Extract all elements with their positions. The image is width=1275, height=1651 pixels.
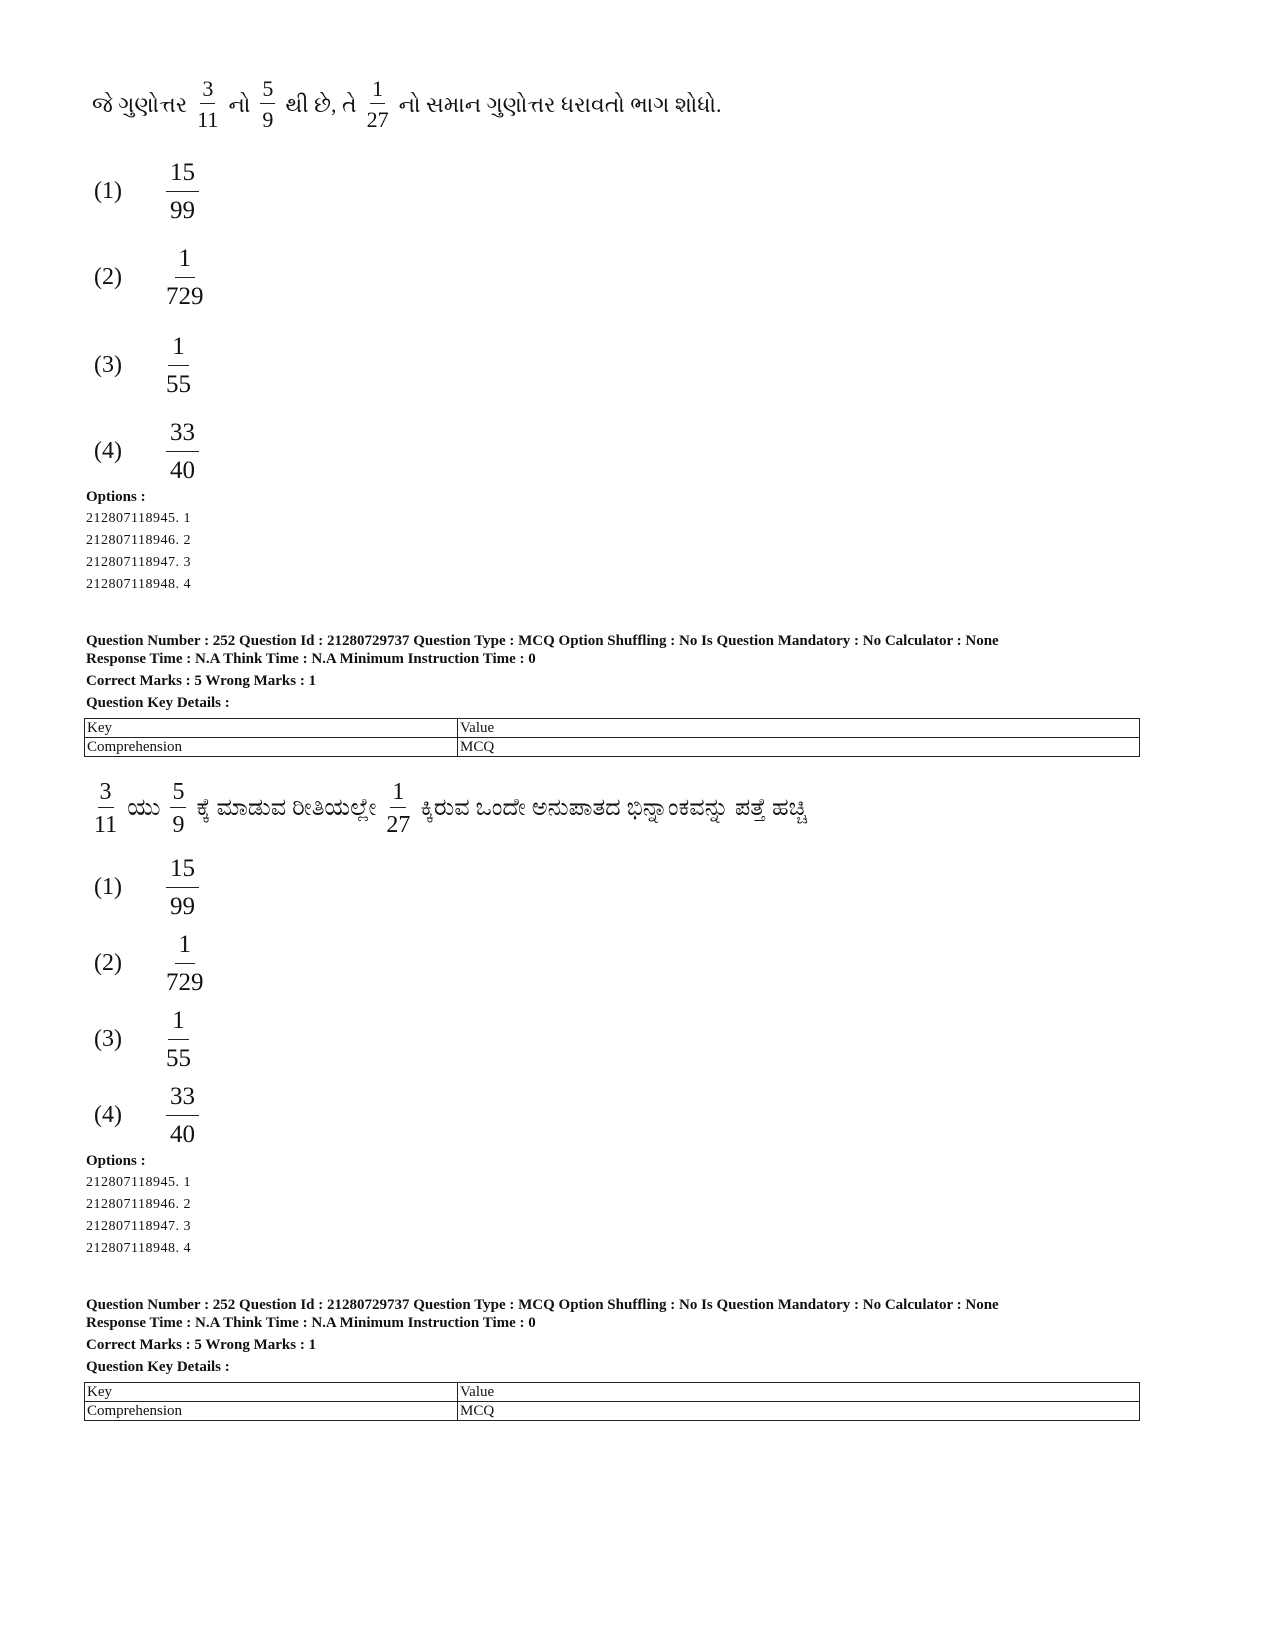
option-fraction: $\frac{15}{99}$ (166, 856, 199, 919)
question-suffix: નો સમાન ગુણોત્તર ધરાવતો ભાગ શોધો. (398, 91, 722, 117)
options-list (86, 486, 191, 596)
option-fraction: $\frac{1}{55}$ (166, 333, 191, 398)
question-info-line: Question Number : 252 Question Id : 21280729737 Question Type : MCQ Option Shuffling : No Is Question Mandatory : No Calculator : None (86, 633, 999, 649)
option-2 (94, 246, 204, 309)
option-1 (94, 160, 199, 223)
options-list (86, 1150, 191, 1260)
option-1 (94, 856, 199, 919)
table-header-key: Key (85, 719, 458, 738)
option-id: 212807118945. 1 (86, 511, 191, 526)
question-info-line: Question Number : 252 Question Id : 21280729737 Question Type : MCQ Option Shuffling : No Is Question Mandatory : No Calculator : None (86, 1297, 999, 1313)
option-id: 212807118948. 4 (86, 1241, 191, 1256)
option-3 (94, 1008, 191, 1071)
option-label: (3) (94, 352, 122, 378)
question-mid1: નો (228, 91, 251, 117)
table-cell-key: Comprehension (85, 738, 458, 757)
option-fraction: $\frac{1}{729}$ (166, 931, 204, 996)
marks-line: Correct Marks : 5 Wrong Marks : 1 (86, 1337, 317, 1353)
option-label: (1) (94, 874, 122, 900)
option-label: (3) (94, 1026, 122, 1052)
marks-line: Correct Marks : 5 Wrong Marks : 1 (86, 673, 317, 689)
fraction-1-27: $\frac{1}{27}$ (366, 76, 389, 132)
option-fraction: $\frac{1}{55}$ (166, 1007, 191, 1072)
option-id: 212807118947. 3 (86, 1219, 191, 1234)
option-label: (4) (94, 1102, 122, 1128)
table-header-value: Value (458, 1383, 1140, 1402)
question-text-gujarati (88, 78, 726, 131)
option-4 (94, 420, 199, 483)
table-cell-value: MCQ (458, 1402, 1140, 1421)
table-header-key: Key (85, 1383, 458, 1402)
option-id: 212807118945. 1 (86, 1175, 191, 1190)
fraction-3-11: $\frac{3}{11}$ (94, 779, 118, 838)
question-text-kannada (88, 780, 811, 837)
response-time-line: Response Time : N.A Think Time : N.A Minimum Instruction Time : 0 (86, 651, 536, 667)
option-label: (4) (94, 438, 122, 464)
key-details-heading: Question Key Details : (86, 1359, 230, 1375)
key-details-table (84, 1382, 1140, 1421)
options-heading: Options : (86, 489, 146, 505)
option-id: 212807118946. 2 (86, 533, 191, 548)
options-heading: Options : (86, 1153, 146, 1169)
key-details-table (84, 718, 1140, 757)
fraction-1-27: $\frac{1}{27}$ (386, 779, 411, 838)
table-cell-value: MCQ (458, 738, 1140, 757)
option-4 (94, 1084, 199, 1147)
table-cell-key: Comprehension (85, 1402, 458, 1421)
fraction-5-9: $\frac{5}{9}$ (262, 76, 274, 132)
question-suffix: ಕ್ಕಿರುವ ಒಂದೇ ಅನುಪಾತದ ಭಿನ್ನಾಂಕವನ್ನು ಪತ್ತೆ ಹಚ್ಚಿ (420, 795, 808, 821)
option-id: 212807118946. 2 (86, 1197, 191, 1212)
option-label: (1) (94, 178, 122, 204)
option-id: 212807118948. 4 (86, 577, 191, 592)
response-time-line: Response Time : N.A Think Time : N.A Minimum Instruction Time : 0 (86, 1315, 536, 1331)
question-prefix: જે ગુણોત્તર (92, 91, 188, 117)
option-id: 212807118947. 3 (86, 555, 191, 570)
fraction-3-11: $\frac{3}{11}$ (197, 76, 219, 132)
option-fraction: $\frac{15}{99}$ (166, 160, 199, 223)
option-fraction: $\frac{33}{40}$ (166, 420, 199, 483)
table-header-value: Value (458, 719, 1140, 738)
key-details-heading: Question Key Details : (86, 695, 230, 711)
option-2 (94, 932, 204, 995)
option-fraction: $\frac{1}{729}$ (166, 245, 204, 310)
question-mid2: ಕ್ಕೆ ಮಾಡುವ ರೀತಿಯಲ್ಲೇ (196, 795, 377, 821)
question-mid2: થી છે, તે (285, 91, 357, 117)
option-fraction: $\frac{33}{40}$ (166, 1084, 199, 1147)
fraction-5-9: $\frac{5}{9}$ (172, 779, 185, 838)
question-metadata (86, 632, 999, 712)
option-label: (2) (94, 264, 122, 290)
option-3 (94, 334, 191, 397)
question-metadata (86, 1296, 999, 1376)
question-mid1: ಯು (127, 795, 161, 821)
option-label: (2) (94, 950, 122, 976)
